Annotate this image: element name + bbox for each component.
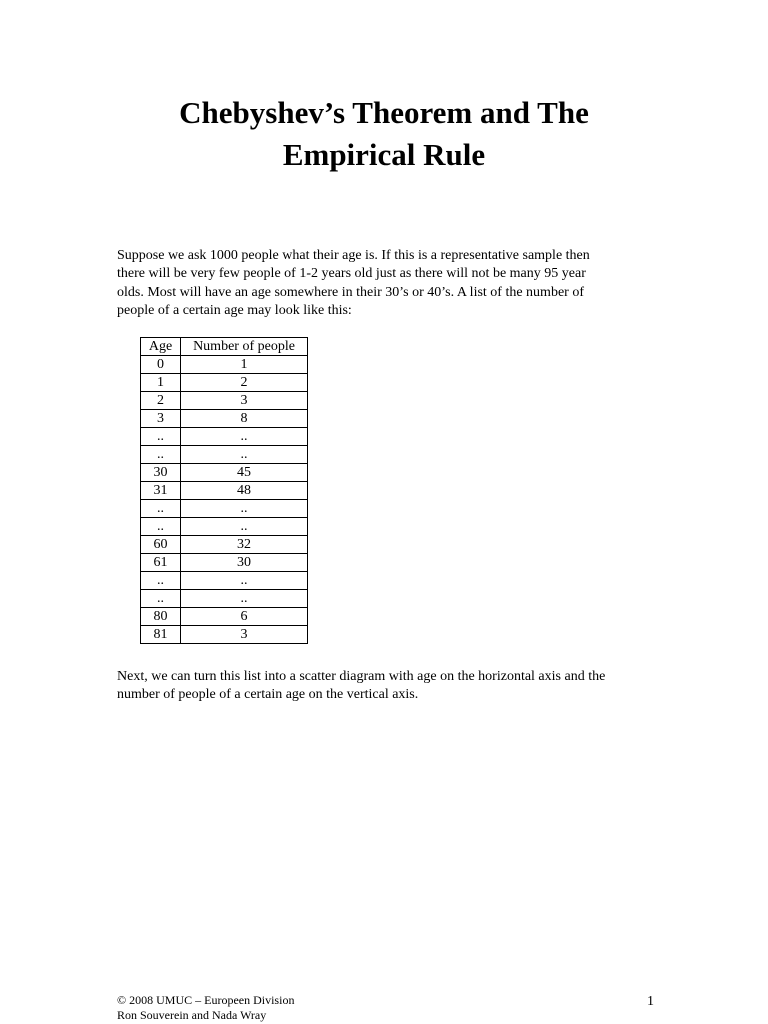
table-row <box>141 446 308 464</box>
table-row <box>141 518 308 536</box>
table-row <box>141 608 308 626</box>
table-header-row <box>141 338 308 356</box>
age-cell: 60 <box>141 536 181 554</box>
age-cell: .. <box>141 500 181 518</box>
column-header-number-of-people: Number of people <box>181 338 308 356</box>
next-paragraph <box>117 668 657 705</box>
column-header-age: Age <box>141 338 181 356</box>
age-cell: 2 <box>141 392 181 410</box>
count-cell: 30 <box>181 554 308 572</box>
table-row <box>141 536 308 554</box>
table-row <box>141 464 308 482</box>
page-title-line-2: Empirical Rule <box>282 137 486 172</box>
age-table <box>140 337 308 644</box>
intro-paragraph <box>117 247 657 321</box>
next-line: Next, we can turn this list into a scatter diagram with age on the horizontal axis and the <box>117 669 606 684</box>
age-cell: 81 <box>141 626 181 644</box>
footer-authors: Ron Souverein and Nada Wray <box>117 1007 267 1022</box>
table-row <box>141 554 308 572</box>
age-cell: 1 <box>141 374 181 392</box>
table-row <box>141 500 308 518</box>
age-cell: .. <box>141 428 181 446</box>
count-cell: 48 <box>181 482 308 500</box>
page-title <box>0 92 768 176</box>
count-cell: .. <box>181 428 308 446</box>
age-cell: .. <box>141 446 181 464</box>
age-cell: .. <box>141 572 181 590</box>
table-row <box>141 626 308 644</box>
table-row <box>141 374 308 392</box>
count-cell: 6 <box>181 608 308 626</box>
count-cell: .. <box>181 518 308 536</box>
page-title-line-1: Chebyshev’s Theorem and The <box>179 95 589 130</box>
age-cell: .. <box>141 590 181 608</box>
count-cell: 2 <box>181 374 308 392</box>
count-cell: 8 <box>181 410 308 428</box>
age-cell: 0 <box>141 356 181 374</box>
table-row <box>141 590 308 608</box>
age-cell: 80 <box>141 608 181 626</box>
count-cell: 3 <box>181 392 308 410</box>
footer <box>117 993 294 1022</box>
intro-line: people of a certain age may look like this: <box>117 303 352 319</box>
next-line: number of people of a certain age on the vertical axis. <box>117 687 419 703</box>
footer-copyright: © 2008 UMUC – Europeen Division <box>117 993 295 1007</box>
age-cell: .. <box>141 518 181 536</box>
intro-line: there will be very few people of 1-2 years old just as there will not be many 95 year <box>117 266 586 282</box>
intro-line: olds. Most will have an age somewhere in their 30’s or 40’s. A list of the number of <box>117 284 584 300</box>
count-cell: .. <box>181 500 308 518</box>
age-cell: 3 <box>141 410 181 428</box>
age-cell: 61 <box>141 554 181 572</box>
table-row <box>141 356 308 374</box>
count-cell: 32 <box>181 536 308 554</box>
page-number: 1 <box>647 994 654 1009</box>
count-cell: 45 <box>181 464 308 482</box>
table-row <box>141 392 308 410</box>
intro-line: Suppose we ask 1000 people what their age is. If this is a representative sample then <box>117 248 590 263</box>
count-cell: 1 <box>181 356 308 374</box>
age-cell: 31 <box>141 482 181 500</box>
count-cell: .. <box>181 590 308 608</box>
table-row <box>141 410 308 428</box>
count-cell: .. <box>181 572 308 590</box>
table-row <box>141 572 308 590</box>
count-cell: 3 <box>181 626 308 644</box>
table-row <box>141 482 308 500</box>
count-cell: .. <box>181 446 308 464</box>
age-cell: 30 <box>141 464 181 482</box>
table-row <box>141 428 308 446</box>
